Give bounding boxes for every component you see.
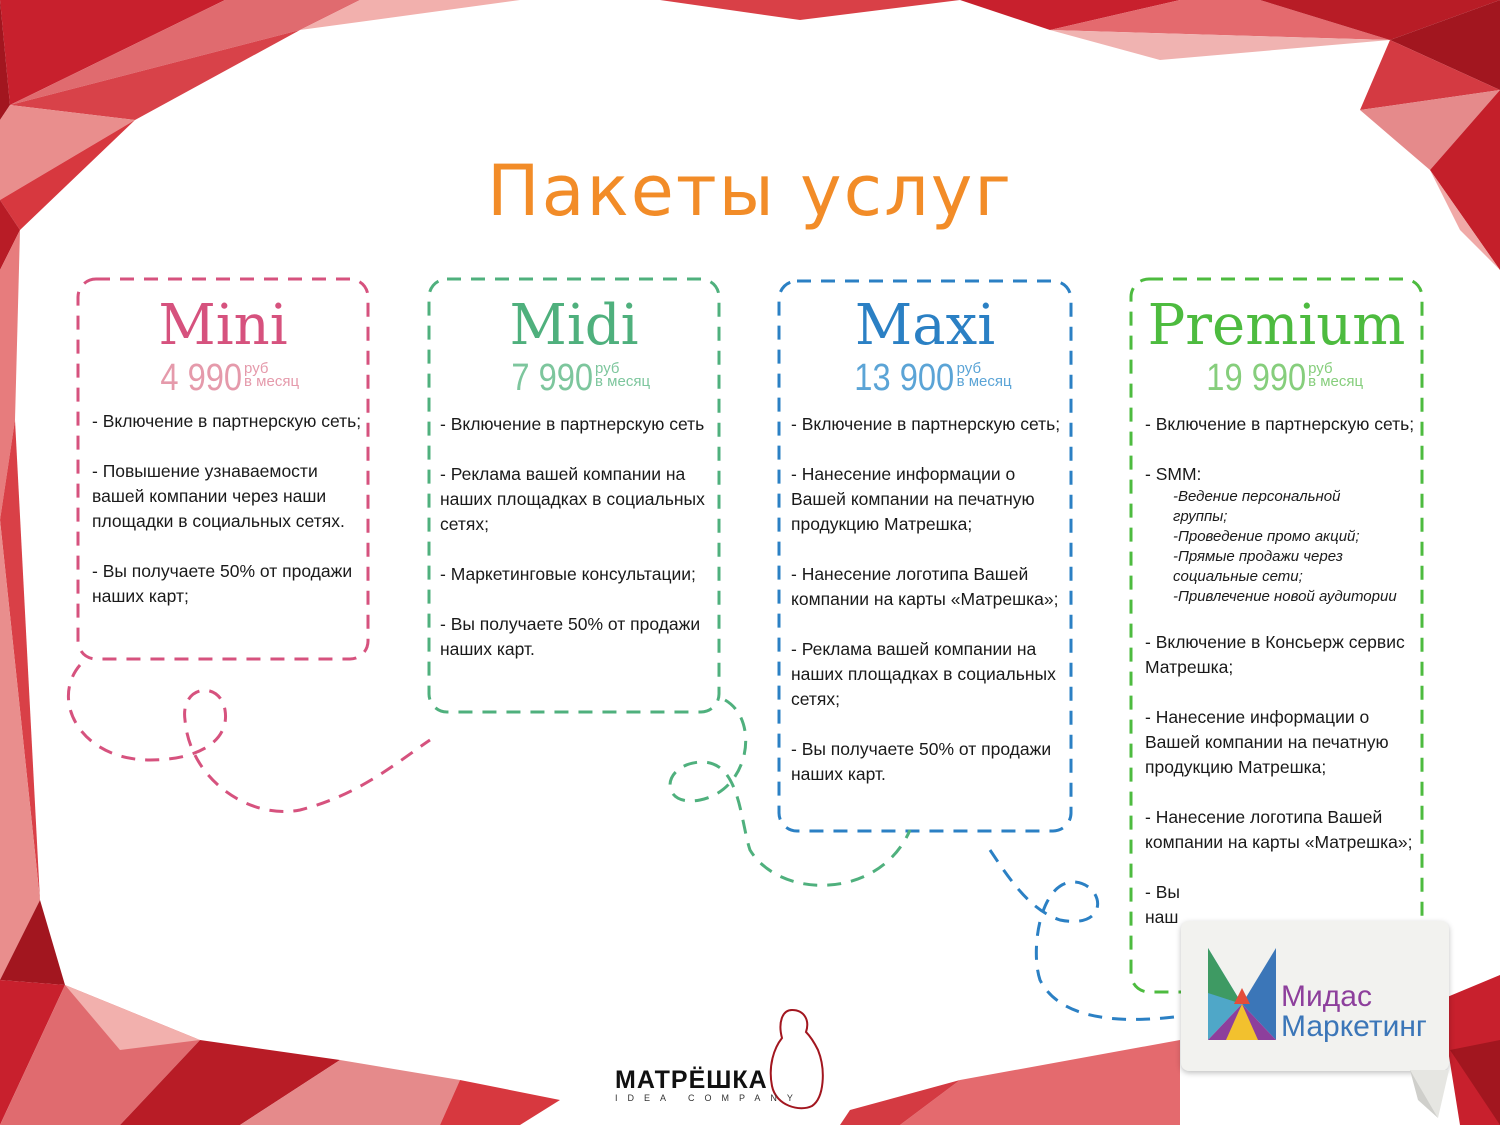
maxi-features [791, 412, 1063, 812]
premium-smm-list [1173, 487, 1398, 607]
maxi-unit-bottom: в месяц [956, 373, 1012, 390]
mini-name: Mini [158, 293, 288, 358]
premium-feature-6-cont: наш [1145, 907, 1179, 927]
premium-feature-3: - Включение в Консьерж сервис Матрешка; [1145, 632, 1405, 677]
premium-unit [1308, 362, 1363, 388]
premium-feature-6: - Вы [1145, 882, 1180, 902]
mini-price-row [147, 358, 299, 398]
page-title: Пакеты услуг [486, 150, 1014, 232]
midi-feature-2: - Реклама вашей компании на наших площадках в социальных сетях; [440, 464, 705, 534]
mini-unit [244, 362, 299, 388]
midas-logo-line2: Маркетинг [1281, 1010, 1427, 1043]
mini-header [78, 294, 368, 398]
midi-name: Midi [509, 293, 639, 358]
midas-logo-line1: Мидас [1281, 980, 1372, 1013]
premium-price: 19 990 [1206, 357, 1307, 399]
midi-price-row [498, 358, 650, 398]
premium-feature-1: - Включение в партнерскую сеть; [1145, 414, 1415, 434]
midi-feature-1: - Включение в партнерскую сеть [440, 414, 705, 434]
premium-unit-top: руб [1308, 360, 1333, 377]
mini-feature-3: - Вы получаете 50% от продажи наших карт; [92, 561, 353, 606]
maxi-feature-5: - Вы получаете 50% от продажи наших карт. [791, 739, 1052, 784]
mini-connector [68, 665, 430, 812]
midi-header [429, 294, 719, 398]
premium-features [1145, 412, 1415, 930]
mini-unit-bottom: в месяц [244, 373, 300, 390]
premium-price-row [1190, 358, 1363, 398]
premium-name: Premium [1147, 293, 1406, 358]
midas-m-icon [1208, 948, 1276, 1040]
matryoshka-logo-name: МАТРЁШКА [615, 1066, 768, 1094]
midi-price: 7 990 [511, 357, 594, 399]
maxi-header [779, 294, 1071, 398]
paper-fold [1410, 1070, 1455, 1120]
premium-feature-5: - Нанесение логотипа Вашей компании на карты «Матрешка»; [1145, 807, 1413, 852]
matryoshka-logo-sub: IDEA COMPANY [615, 1093, 803, 1103]
mini-feature-2: - Повышение узнаваемости вашей компании через наши площадки в социальных сетях. [92, 461, 345, 531]
premium-unit-bottom: в месяц [1308, 373, 1364, 390]
mini-features [92, 409, 362, 634]
premium-feature-smm: - SMM: [1145, 464, 1202, 484]
premium-smm-item-1: -Ведение персональной группы; [1173, 488, 1341, 525]
premium-smm-item-3: -Прямые продажи через социальные сети; [1173, 548, 1343, 585]
maxi-feature-1: - Включение в партнерскую сеть; [791, 414, 1061, 434]
midi-feature-4: - Вы получаете 50% от продажи наших карт. [440, 614, 701, 659]
maxi-name: Maxi [854, 293, 996, 358]
maxi-unit-top: руб [956, 360, 982, 377]
mini-price: 4 990 [160, 357, 243, 399]
maxi-price: 13 900 [854, 357, 955, 399]
maxi-feature-3: - Нанесение логотипа Вашей компании на карты «Матрешка»; [791, 564, 1059, 609]
premium-feature-4: - Нанесение информации о Вашей компании на печатную продукцию Матрешка; [1145, 707, 1389, 777]
maxi-unit [957, 362, 1012, 388]
midi-unit-bottom: в месяц [595, 373, 651, 390]
midi-unit-top: руб [595, 360, 620, 377]
premium-header [1131, 294, 1422, 398]
premium-smm-item-2: -Проведение промо акций; [1173, 528, 1360, 545]
mini-unit-top: руб [244, 360, 269, 377]
midi-feature-3: - Маркетинговые консультации; [440, 564, 696, 584]
maxi-feature-4: - Реклама вашей компании на наших площадках в социальных сетях; [791, 639, 1056, 709]
maxi-feature-2: - Нанесение информации о Вашей компании на печатную продукцию Матрешка; [791, 464, 1035, 534]
midi-unit [595, 362, 650, 388]
mini-feature-1: - Включение в партнерскую сеть; [92, 411, 362, 431]
maxi-price-row [838, 358, 1011, 398]
premium-smm-item-4: -Привлечение новой аудитории [1173, 588, 1397, 605]
midi-features [440, 412, 712, 687]
